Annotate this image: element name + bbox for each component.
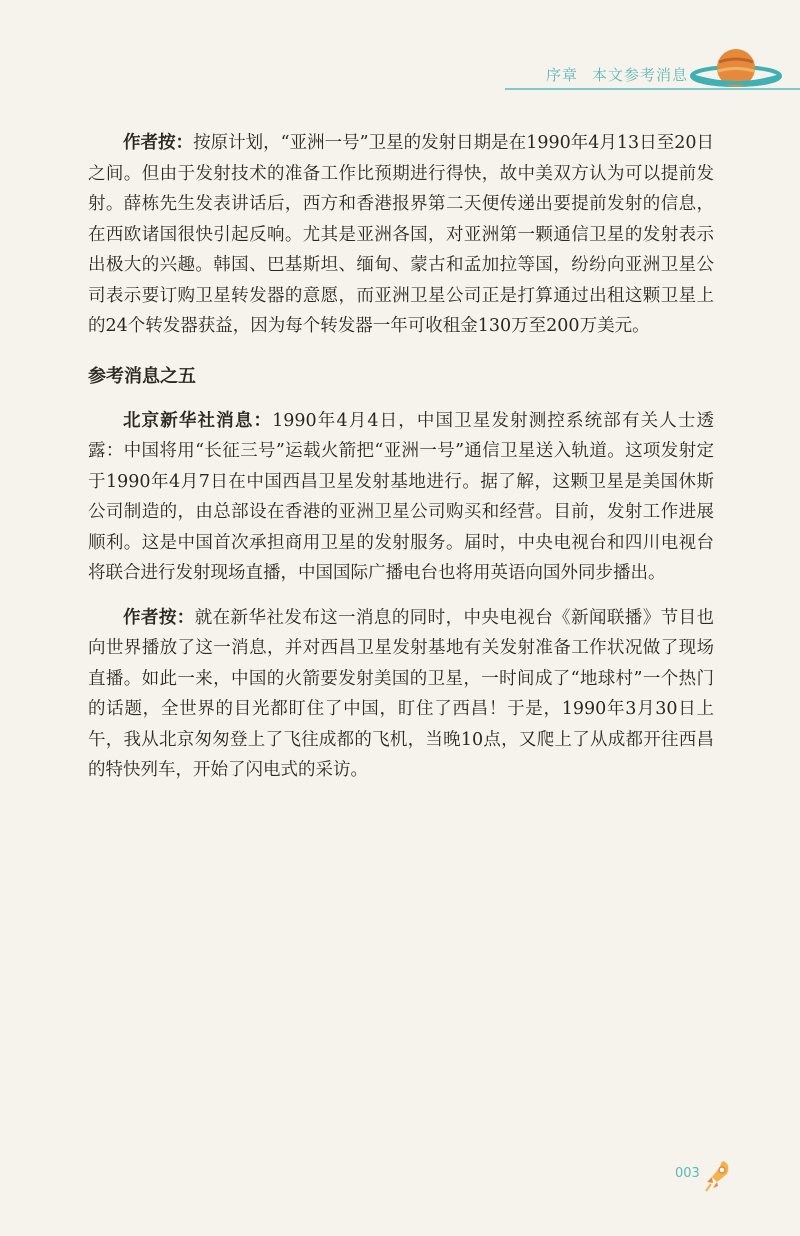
author-note-text-2: 就在新华社发布这一消息的同时，中央电视台《新闻联播》节目也向世界播放了这一消息，并对西昌卫星发射基地有关发射准备工作状况做了现场直播。如此一来，中国的火箭要发射美国的卫星，一时间成了“地球村”一个热门的话题，全世界的目光都盯住了中国，盯住了西昌！于是，1990年3月30日上午，我从北京匆匆登上了飞往成都的飞机，当晚10点，又爬上了从成都开往西昌的特快列车，开始了闪电式的采访。 bbox=[88, 607, 714, 780]
header-title bbox=[546, 64, 688, 85]
news-paragraph bbox=[88, 406, 714, 589]
section-label: 本文参考消息 bbox=[591, 66, 688, 84]
author-note-lead-2: 作者按： bbox=[123, 607, 195, 628]
running-header bbox=[0, 62, 800, 102]
news-lead: 北京新华社消息： bbox=[123, 410, 273, 431]
news-text: 1990年4月4日，中国卫星发射测控系统部有关人士透露：中国将用“长征三号”运载火箭把“亚洲一号”通信卫星送入轨道。这项发射定于1990年4月7日在中国西昌卫星发射基地进行。据了解，这颗卫星是美国休斯公司制造的，由总部设在香港的亚洲卫星公司购买和经营。目前，发射工作进展顺利。这是中国首次承担商用卫星的发射服务。届时，中央电视台和四川电视台将联合进行发射现场直播，中国国际广播电台也将用英语向国外同步播出。 bbox=[88, 410, 714, 583]
page-number: 003 bbox=[675, 1166, 700, 1181]
author-note-text: 按原计划，“亚洲一号”卫星的发射日期是在1990年4月13日至20日之间。但由于发射技术的准备工作比预期进行得快，故中美双方认为可以提前发射。薛栋先生发表讲话后，西方和香港报界第二天便传递出要提前发射的信息，在西欧诸国很快引起反响。尤其是亚洲各国，对亚洲第一颗通信卫星的发射表示出极大的兴趣。韩国、巴基斯坦、缅甸、蒙古和孟加拉等国，纷纷向亚洲卫星公司表示要订购卫星转发器的意愿，而亚洲卫星公司正是打算通过出租这颗卫星上的24个转发器获益，因为每个转发器一年可收租金130万至200万美元。 bbox=[88, 133, 715, 336]
author-note-paragraph-1 bbox=[88, 128, 714, 342]
author-note-paragraph-2 bbox=[88, 603, 714, 786]
author-note-lead: 作者按： bbox=[123, 133, 194, 153]
planet-icon bbox=[690, 46, 782, 96]
section-heading: 参考消息之五 bbox=[88, 365, 196, 387]
page-content bbox=[88, 128, 714, 786]
rocket-icon bbox=[703, 1158, 733, 1194]
chapter-label: 序章 bbox=[545, 66, 578, 84]
